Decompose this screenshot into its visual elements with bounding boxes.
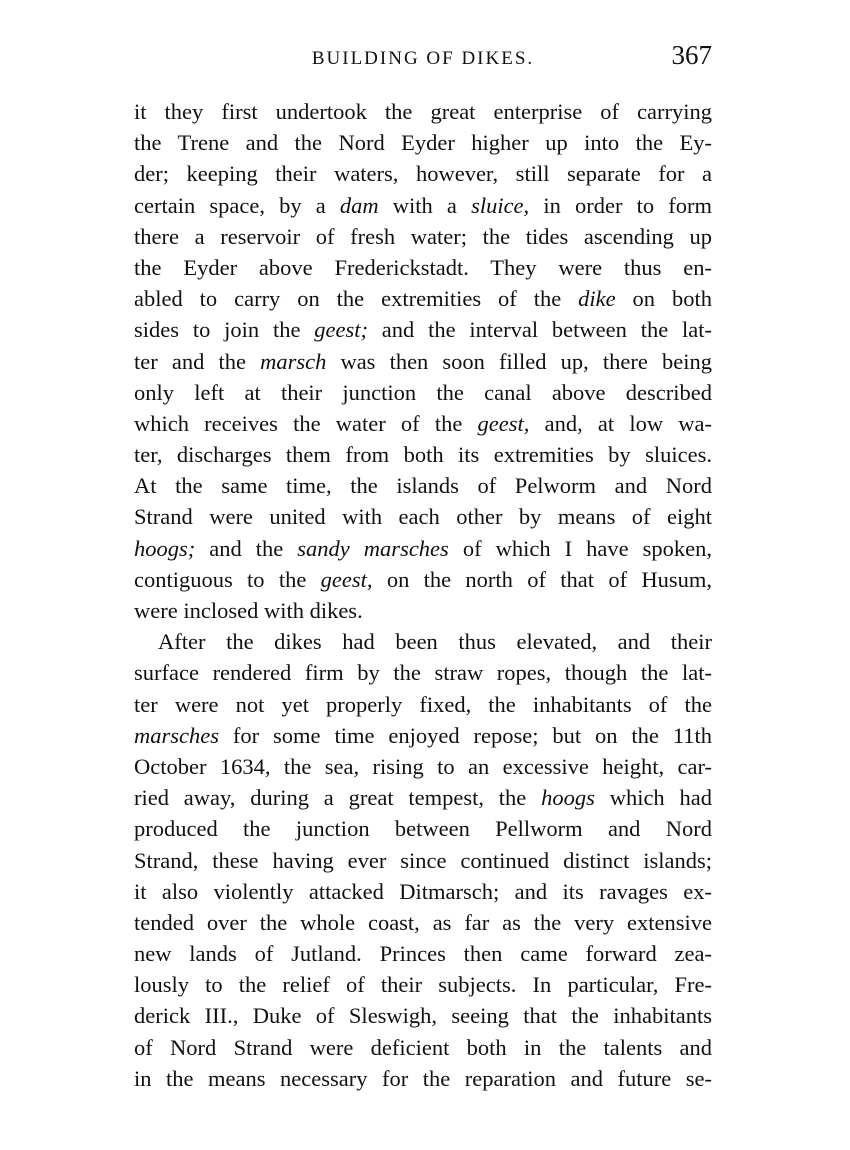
- italic-term: geest;: [314, 317, 368, 343]
- text-segment: for some time enjoyed repose; but on the 11th: [219, 722, 712, 748]
- italic-term: geest,: [320, 566, 373, 592]
- text-segment: Strand were united with each other by means of eight: [134, 504, 712, 530]
- text-segment: the Trene and the Nord Eyder higher up into the Ey-: [134, 130, 712, 156]
- italic-term: sluice,: [471, 192, 530, 218]
- italic-term: geest,: [477, 410, 530, 436]
- text-line: [134, 689, 712, 720]
- text-line: [134, 470, 712, 501]
- text-segment: it they first undertook the great enterprise of carrying: [134, 99, 712, 124]
- text-line: [134, 813, 712, 844]
- text-segment: of which I have spoken,: [448, 535, 712, 561]
- text-line: [134, 283, 712, 314]
- text-line: [134, 158, 712, 189]
- text-line: [134, 595, 712, 626]
- text-line: [134, 533, 712, 564]
- text-line: [134, 190, 712, 221]
- text-line: [134, 96, 712, 127]
- text-segment: new lands of Jutland. Princes then came forward zea-: [134, 941, 712, 967]
- italic-term: hoogs: [541, 785, 595, 811]
- text-line: [134, 314, 712, 345]
- text-line: [134, 564, 712, 595]
- text-segment: der; keeping their waters, however, still separate for a: [134, 161, 712, 187]
- text-line: [134, 408, 712, 439]
- text-line: [134, 501, 712, 532]
- text-line: [134, 782, 712, 813]
- text-segment: produced the junction between Pellworm and Nord: [134, 816, 712, 842]
- text-segment: there a reservoir of fresh water; the tides ascending up: [134, 223, 712, 249]
- text-line: [134, 221, 712, 252]
- running-title: BUILDING OF DIKES.: [311, 48, 535, 69]
- page-number: 367: [671, 40, 712, 70]
- text-line: [134, 252, 712, 283]
- running-head: [134, 40, 712, 84]
- text-segment: and, at low wa-: [529, 410, 712, 436]
- text-segment: on both: [615, 286, 712, 312]
- text-segment: was then soon filled up, there being: [326, 348, 712, 374]
- text-segment: October 1634, the sea, rising to an excessive height, car-: [134, 753, 712, 779]
- text-segment: ter were not yet properly fixed, the inhabitants of the: [134, 691, 712, 717]
- text-line: [134, 377, 712, 408]
- text-line: [134, 657, 712, 688]
- text-line: [134, 969, 712, 1000]
- text-line: [134, 439, 712, 470]
- text-line: [134, 626, 712, 657]
- text-line: [134, 346, 712, 377]
- text-segment: tended over the whole coast, as far as the very extensive: [134, 909, 712, 935]
- italic-term: marsches: [134, 722, 219, 748]
- text-segment: sides to join the: [134, 317, 315, 343]
- text-segment: abled to carry on the extremities of the: [134, 286, 579, 312]
- italic-term: hoogs;: [134, 535, 196, 561]
- text-segment: ried away, during a great tempest, the: [134, 785, 542, 811]
- text-segment: lously to the relief of their subjects. In particular, Fre-: [134, 972, 712, 998]
- text-segment: and the: [195, 535, 298, 561]
- text-segment: contiguous to the: [134, 566, 321, 592]
- text-line: [134, 720, 712, 751]
- text-segment: and the interval between the lat-: [367, 317, 712, 343]
- text-segment: on the north of that of Husum,: [372, 566, 712, 592]
- italic-term: marsch: [260, 348, 327, 374]
- italic-term: sandy marsches: [297, 535, 449, 561]
- text-line: [134, 127, 712, 158]
- text-line: [134, 1063, 712, 1094]
- text-segment: which receives the water of the: [134, 410, 478, 436]
- body-text: [134, 96, 712, 1094]
- text-segment: certain space, by a: [134, 192, 340, 218]
- text-line: [134, 876, 712, 907]
- text-segment: After the dikes had been thus elevated, and their: [158, 629, 712, 655]
- italic-term: dike: [578, 286, 616, 312]
- text-segment: it also violently attacked Ditmarsch; and its ravages ex-: [134, 878, 712, 904]
- text-segment: in order to form: [529, 192, 712, 218]
- text-line: [134, 907, 712, 938]
- text-line: [134, 1000, 712, 1031]
- text-segment: were inclosed with dikes.: [134, 598, 363, 623]
- text-segment: the Eyder above Frederickstadt. They were thus en-: [134, 254, 712, 280]
- text-segment: of Nord Strand were deficient both in the talents and: [134, 1034, 712, 1060]
- text-segment: derick III., Duke of Sleswigh, seeing that the inhabitants: [134, 1003, 712, 1029]
- text-line: [134, 938, 712, 969]
- text-segment: in the means necessary for the reparation and future se-: [134, 1065, 712, 1091]
- text-segment: only left at their junction the canal above described: [134, 379, 712, 405]
- text-line: [134, 845, 712, 876]
- text-segment: which had: [594, 785, 712, 811]
- text-segment: with a: [378, 192, 472, 218]
- text-segment: ter and the: [134, 348, 261, 374]
- italic-term: dam: [339, 192, 379, 218]
- text-line: [134, 751, 712, 782]
- text-segment: surface rendered firm by the straw ropes, though the lat-: [134, 660, 712, 686]
- text-line: [134, 1032, 712, 1063]
- text-segment: At the same time, the islands of Pelworm and Nord: [134, 473, 712, 499]
- text-segment: Strand, these having ever since continued distinct islands;: [134, 847, 712, 873]
- text-segment: ter, discharges them from both its extremities by sluices.: [134, 442, 712, 468]
